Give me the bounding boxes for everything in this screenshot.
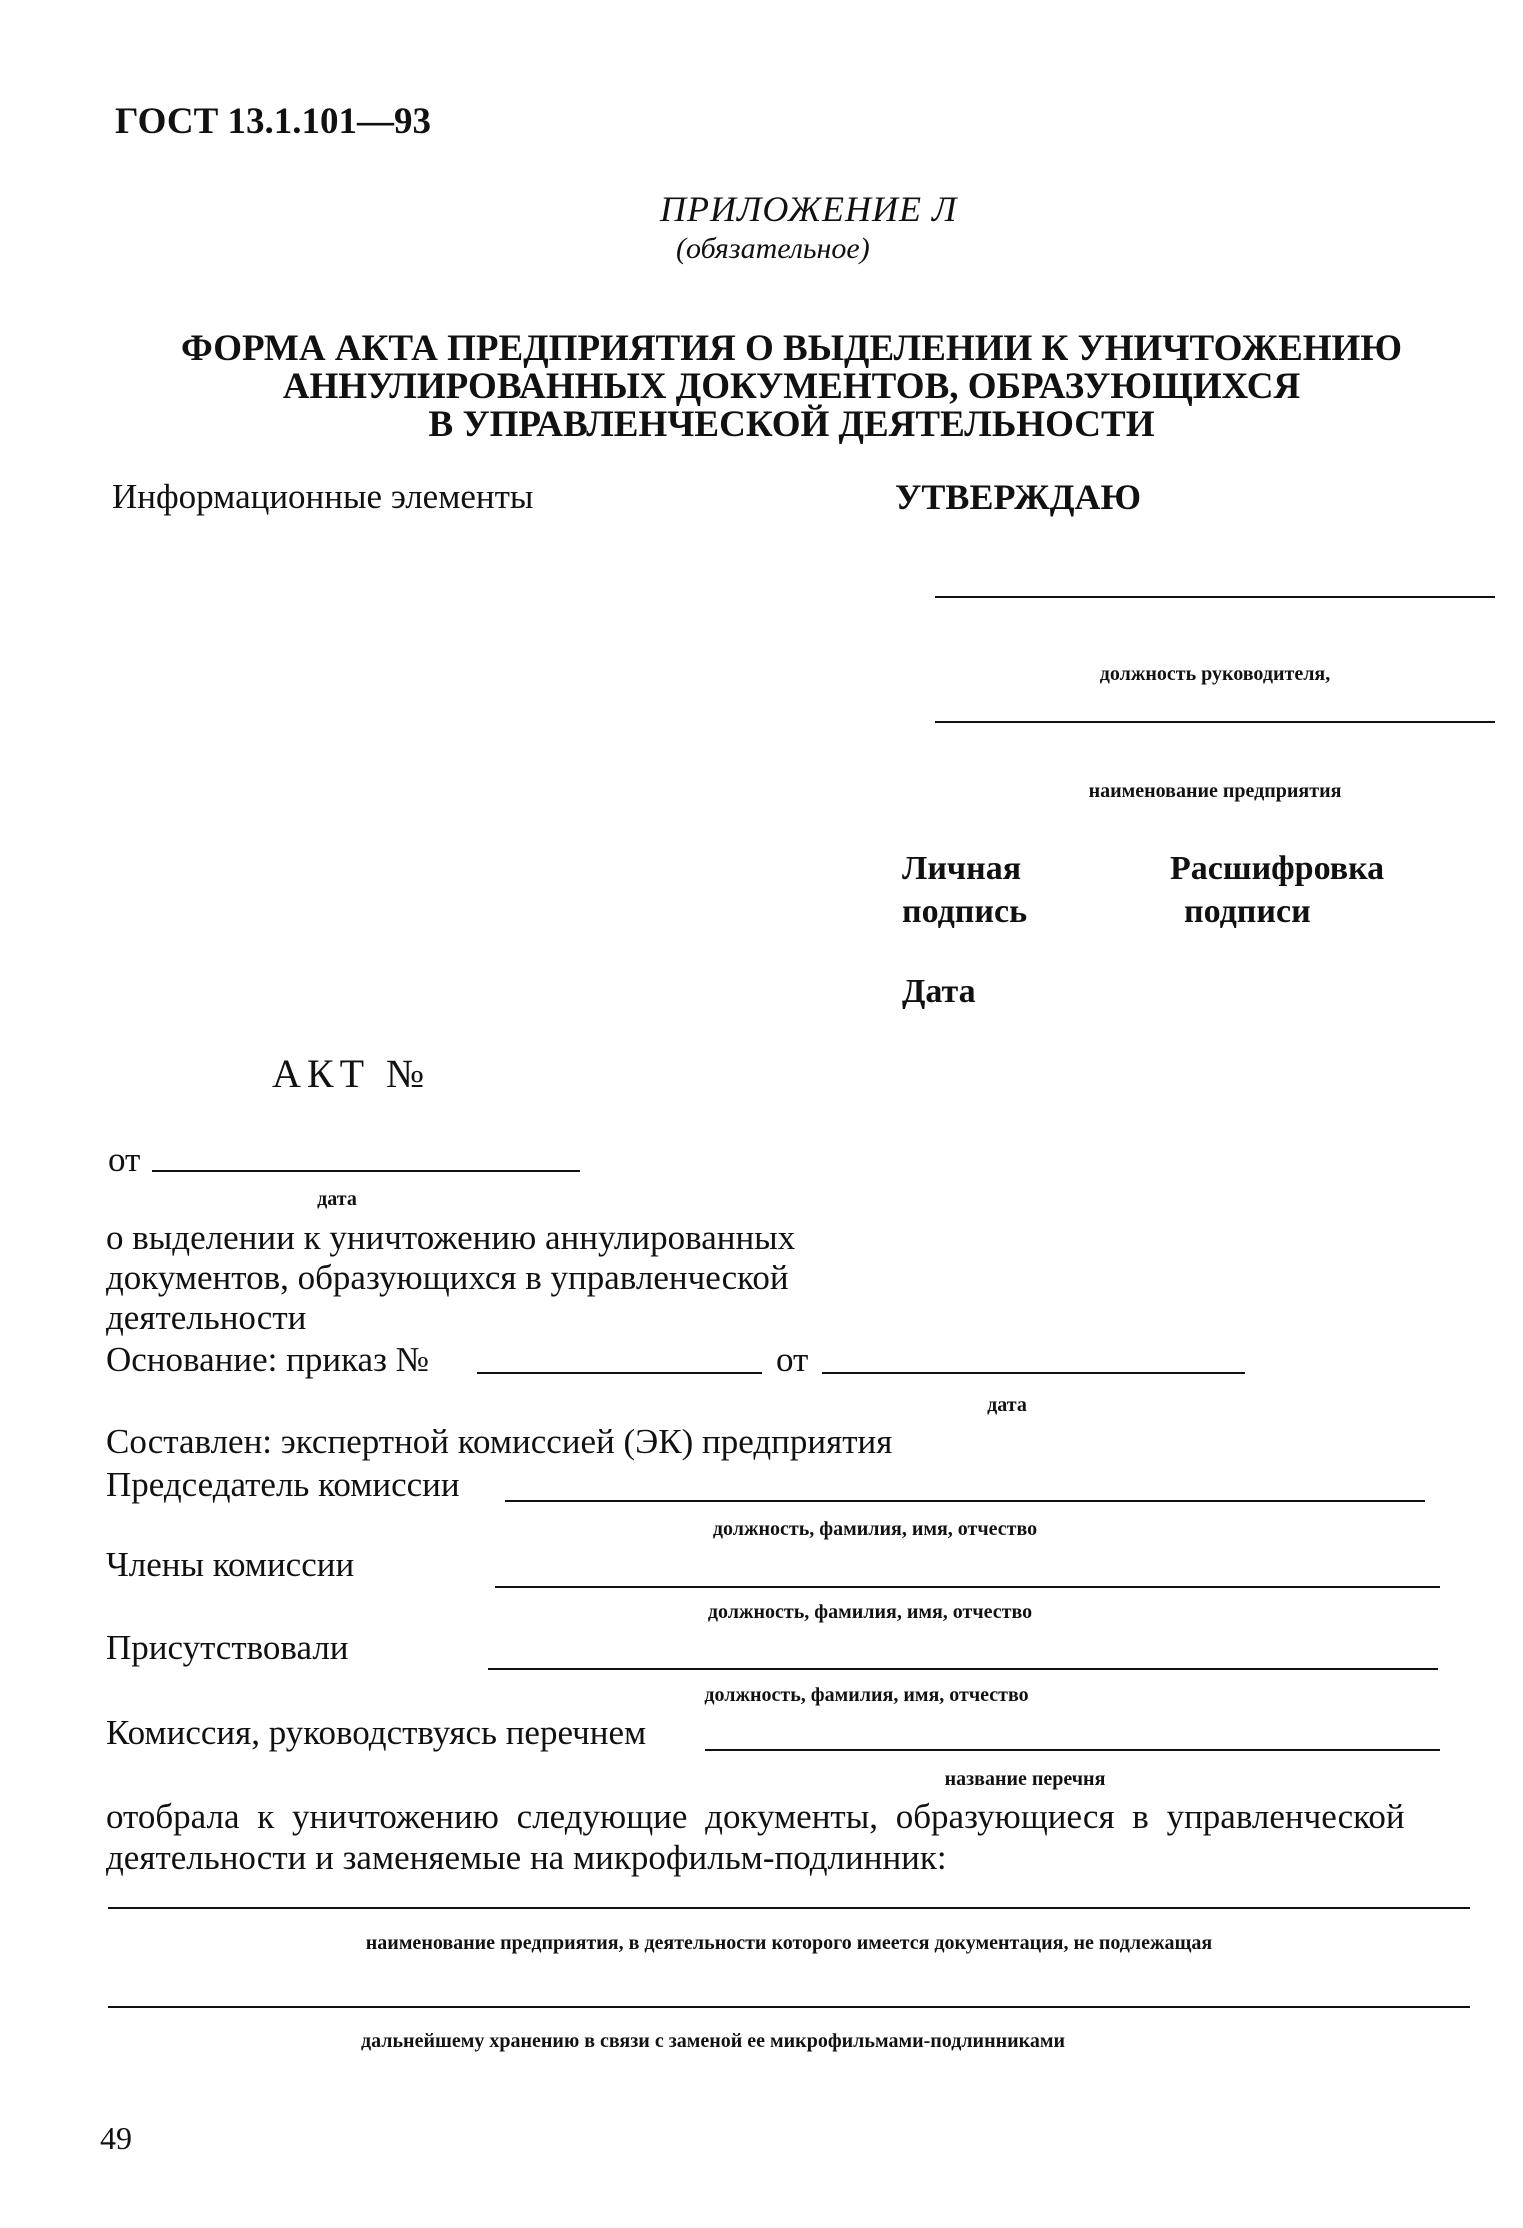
caption-act-date: дата <box>317 1188 357 1210</box>
personal-signature-line-1: Личная <box>902 850 1022 887</box>
info-elements-label: Информационные элементы <box>112 477 534 516</box>
bottom-line-1[interactable] <box>108 1907 1470 1909</box>
bottom-line-2[interactable] <box>108 2006 1470 2008</box>
doc-number: ГОСТ 13.1.101—93 <box>115 101 431 142</box>
approval-date-label: Дата <box>902 973 976 1010</box>
approve-position-line <box>935 596 1495 598</box>
act-subject-line-3: деятельности <box>106 1298 307 1337</box>
caption-bottom-1: наименование предприятия, в деятельности которого имеется документация, не подлежащая <box>365 1932 1213 1954</box>
page-number: 49 <box>100 2120 132 2156</box>
guided-list-line[interactable] <box>705 1749 1440 1751</box>
decoding-line-1: Расшифровка <box>1170 850 1385 887</box>
personal-signature-line-2: подпись <box>902 893 1028 930</box>
basis-order-number-line[interactable] <box>477 1372 762 1374</box>
caption-bottom-2: дальнейшему хранению в связи с заменой ее микрофильмами-подлинниками <box>360 2030 1066 2052</box>
act-date-line[interactable] <box>152 1170 580 1172</box>
decoding-line-2: подписи <box>1184 893 1311 930</box>
selected-line-2: деятельности и заменяемые на микрофильм-подлинник: <box>106 1838 947 1877</box>
form-title-line-2: АННУЛИРОВАННЫХ ДОКУМЕНТОВ, ОБРАЗУЮЩИХСЯ <box>282 366 1301 407</box>
appendix-status: (обязательное) <box>676 232 870 265</box>
present-line[interactable] <box>488 1668 1438 1670</box>
caption-present: должность, фамилия, имя, отчество <box>704 1684 1029 1706</box>
caption-members: должность, фамилия, имя, отчество <box>707 1601 1033 1623</box>
act-title: АКТ № <box>272 1051 431 1096</box>
act-subject-line-1: о выделении к уничтожению аннулированных <box>106 1218 796 1257</box>
members-line[interactable] <box>495 1586 1440 1588</box>
caption-chairman: должность, фамилия, имя, отчество <box>712 1518 1038 1540</box>
guided-label: Комиссия, руководствуясь перечнем <box>106 1713 647 1752</box>
caption-guided-list: название перечня <box>944 1768 1106 1790</box>
appendix-title: ПРИЛОЖЕНИЕ Л <box>660 189 958 229</box>
form-title-line-3: В УПРАВЛЕНЧЕСКОЙ ДЕЯТЕЛЬНОСТИ <box>428 404 1155 445</box>
approve-enterprise-line <box>935 721 1495 723</box>
act-from-label: от <box>108 1140 141 1179</box>
members-label: Члены комиссии <box>106 1545 355 1584</box>
present-label: Присутствовали <box>106 1628 349 1667</box>
selected-line-1: отобрала к уничтожению следующие документы, образующиеся в управленческой <box>106 1797 1405 1836</box>
approve-label: УТВЕРЖДАЮ <box>895 477 1142 517</box>
basis-from-label: от <box>776 1340 809 1379</box>
caption-basis-date: дата <box>987 1394 1027 1416</box>
chairman-line[interactable] <box>505 1500 1425 1502</box>
compiled-by: Составлен: экспертной комиссией (ЭК) предприятия <box>106 1422 893 1461</box>
basis-date-line[interactable] <box>822 1372 1245 1374</box>
caption-position: должность руководителя, <box>1099 663 1331 685</box>
basis-label: Основание: приказ № <box>106 1340 430 1379</box>
chairman-label: Председатель комиссии <box>106 1465 460 1504</box>
act-subject-line-2: документов, образующихся в управленческой <box>106 1258 789 1297</box>
caption-enterprise: наименование предприятия <box>1088 780 1342 802</box>
form-title-line-1: ФОРМА АКТА ПРЕДПРИЯТИЯ О ВЫДЕЛЕНИИ К УНИЧТОЖЕНИЮ <box>181 328 1402 369</box>
